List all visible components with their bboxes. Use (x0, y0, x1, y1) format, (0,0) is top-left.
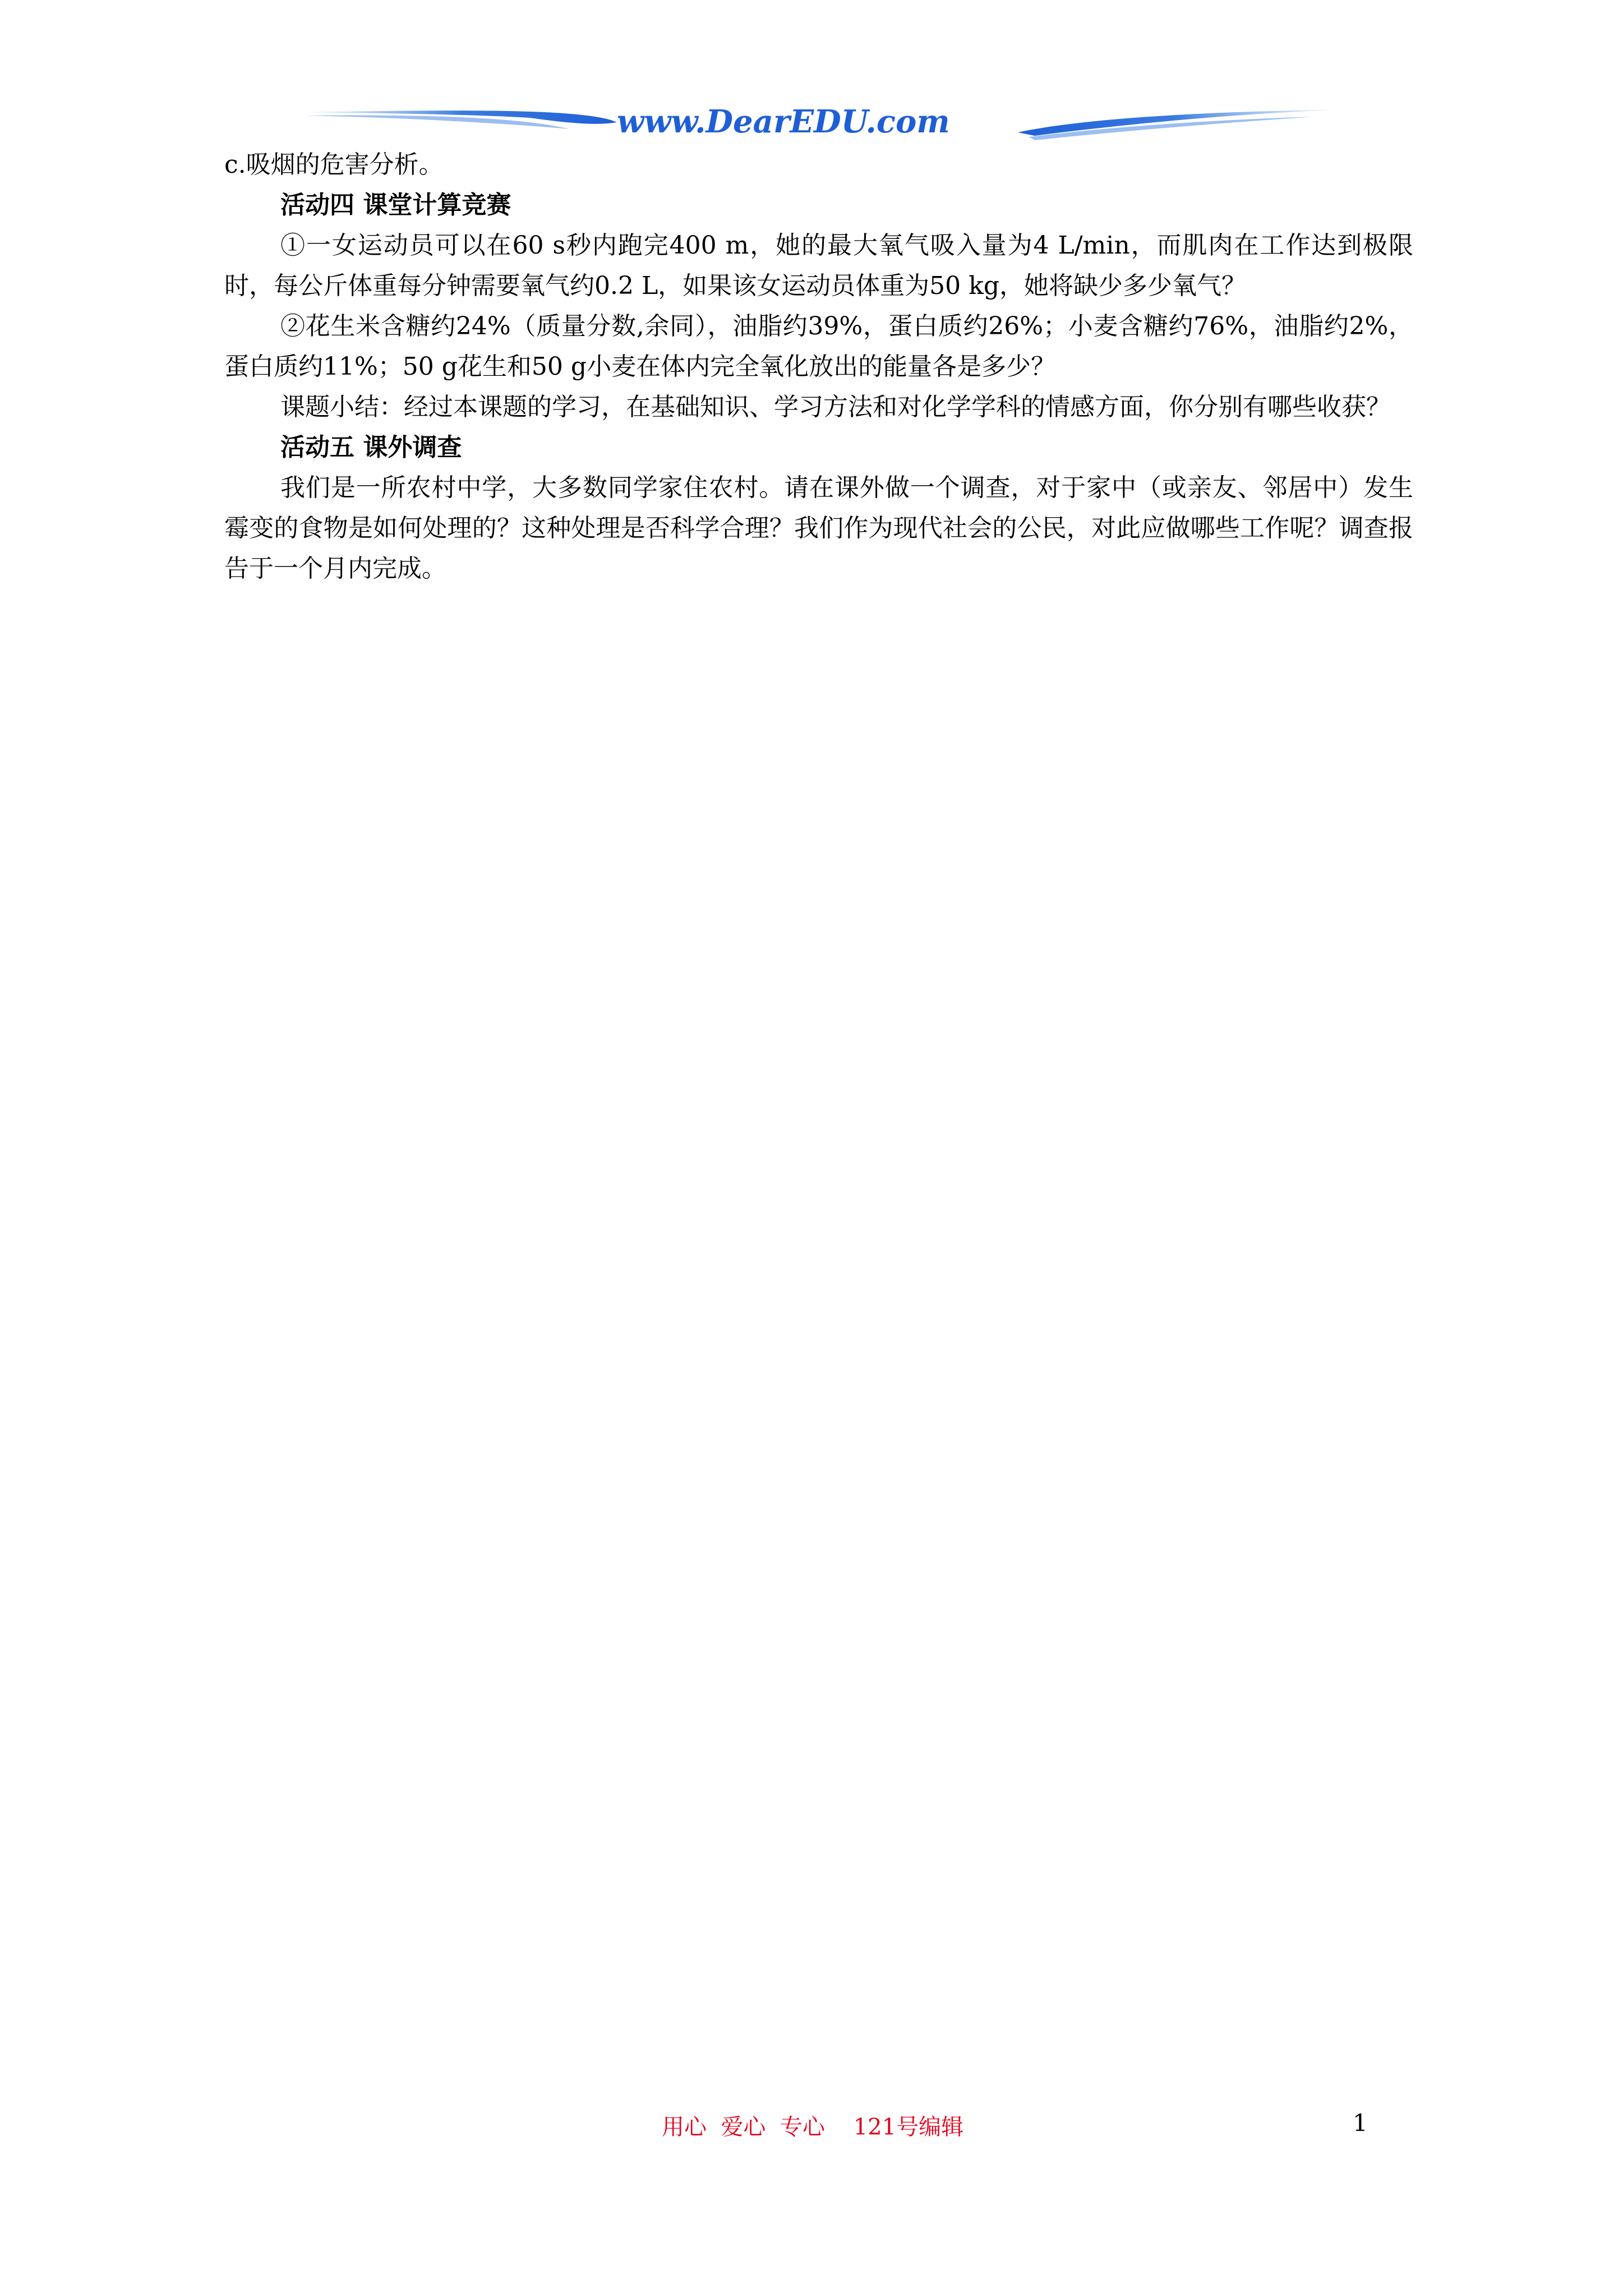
heading-activity-four: 活动四 课堂计算竞赛 (280, 191, 511, 219)
paragraph-question-energy: ②花生米含糖约24%（质量分数,余同），油脂约39%，蛋白质约26%；小麦含糖约76%，油脂约2%，蛋白质约11%；50 g花生和50 g小麦在体内完全氧化放出的能量各是多少？ (224, 312, 1413, 381)
paragraph-lesson-summary: 课题小结：经过本课题的学习，在基础知识、学习方法和对化学学科的情感方面，你分别有哪些收获？ (280, 393, 1391, 421)
header-banner (306, 100, 1332, 150)
paragraph-question-oxygen: ①一女运动员可以在60 s秒内跑完400 m，她的最大氧气吸入量为4 L/min，而肌肉在工作达到极限时，每公斤体重每分钟需要氧气约0.2 L，如果该女运动员体重为50 kg，她将缺少多少氧气？ (224, 231, 1413, 300)
document-body (224, 145, 1413, 589)
swoosh-logo-icon (306, 100, 1332, 150)
site-logo-text: www.DearEDU.com (617, 103, 950, 140)
paragraph-survey-task: 我们是一所农村中学，大多数同学家住农村。请在课外做一个调查，对于家中（或亲友、邻居中）发生霉变的食物是如何处理的？这种处理是否科学合理？我们作为现代社会的公民，对此应做哪些工作呢？调查报告于一个月内完成。 (224, 473, 1413, 583)
heading-activity-five: 活动五 课外调查 (280, 433, 462, 462)
paragraph-smoking-hazards: c.吸烟的危害分析。 (224, 150, 444, 179)
footer-slogan: 用心 爱心 专心 121号编辑 (662, 2114, 964, 2140)
page-number: 1 (1353, 2109, 1368, 2137)
